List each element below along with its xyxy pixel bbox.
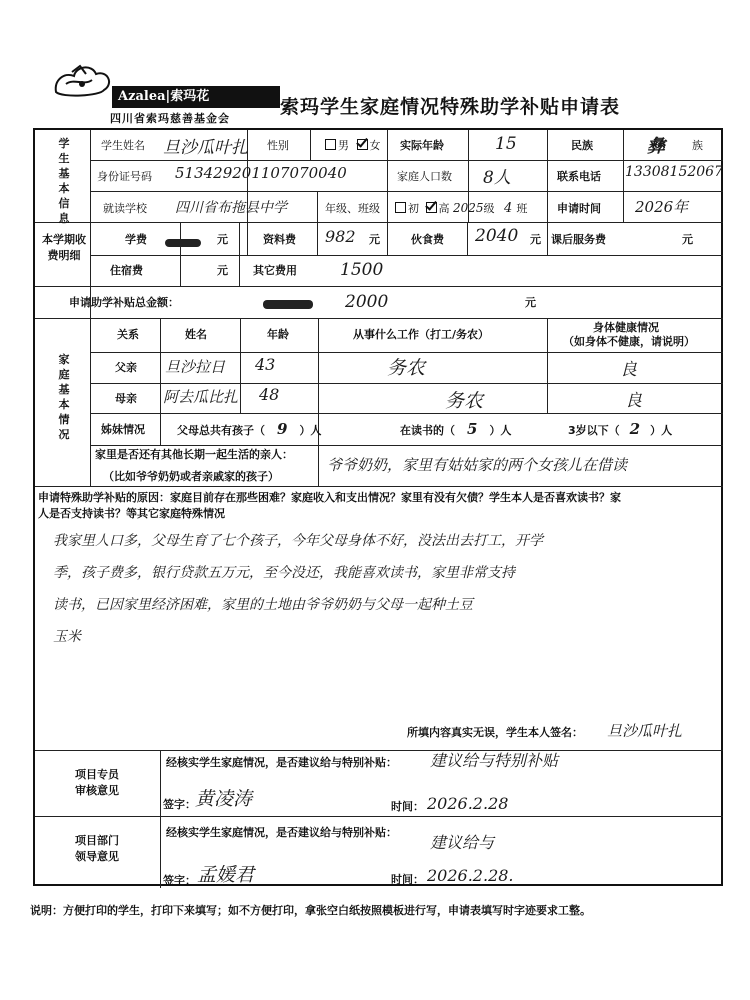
other-relatives-question: 家里是否还有其他长期一起生活的亲人： <box>95 448 293 461</box>
age-value: 15 <box>495 134 517 154</box>
materials-label: 资料费 <box>263 233 296 246</box>
age-label: 实际年龄 <box>400 139 444 152</box>
school-value: 四川省布拖县中学 <box>175 200 287 216</box>
siblings-total: 父母总共有孩子（ 9 ）人 <box>177 420 322 438</box>
id-label: 身份证号码 <box>97 170 152 183</box>
materials-unit: 元 <box>369 233 380 246</box>
staff-review-label: 项目专员 <box>75 768 119 781</box>
food-unit: 元 <box>530 233 541 246</box>
food-label: 伙食费 <box>411 233 444 246</box>
foundation-logo <box>52 62 232 125</box>
dept-time-label: 时间： <box>391 873 424 886</box>
gender-label: 性别 <box>267 139 289 152</box>
footnote: 说明：方便打印的学生，打印下来填写；如不方便打印，拿张空白纸按照模板进行写，申请表填写时字迹要求工整。 <box>30 904 591 917</box>
grade-year-value: 2025 <box>453 201 484 215</box>
family-section-label: 家庭基本情况 <box>58 353 70 441</box>
col-health-note: （如身体不健康，请说明） <box>563 335 695 348</box>
staff-time-label: 时间： <box>391 800 424 813</box>
phone-value: 13308152067 <box>625 164 723 180</box>
reason-text-line-2: 季，孩子费多，银行贷款五万元，至今没还，我能喜欢读书，家里非常支持 <box>53 565 515 581</box>
dept-review-opinion: 建议给与 <box>430 833 495 852</box>
mother-name: 阿去瓜比扎 <box>163 388 239 406</box>
mother-age: 48 <box>259 385 280 404</box>
mother-job: 务农 <box>445 390 484 412</box>
staff-time: 2026.2.28 <box>427 794 509 813</box>
dept-review-question: 经核实学生家庭情况，是否建议给与特别补贴： <box>166 826 397 839</box>
amount-label: 申请助学补贴总金额： <box>69 296 179 309</box>
col-age: 年龄 <box>267 328 289 341</box>
other-label: 其它费用 <box>253 264 297 277</box>
amount-unit: 元 <box>525 296 536 309</box>
declaration-label: 所填内容真实无误，学生本人签名： <box>407 726 583 739</box>
other-value: 1500 <box>340 260 384 280</box>
amount-value: 2000 <box>345 292 389 312</box>
staff-review-label-2: 审核意见 <box>75 784 119 797</box>
apply-time-value: 2026年 <box>635 198 689 216</box>
reason-text-line-1: 我家里人口多，父母生育了七个孩子，今年父母身体不好，没法出去打工，开学 <box>53 533 543 549</box>
logo-subtitle: 四川省索玛慈善基金会 <box>110 112 230 125</box>
id-number-value: 513429201107070040 <box>175 164 347 182</box>
ethnicity-label: 民族 <box>571 139 593 152</box>
after-school-unit: 元 <box>682 233 693 246</box>
mother-label: 母亲 <box>115 392 137 405</box>
siblings-school-value: 5 <box>467 420 478 438</box>
dept-signature: 孟媛君 <box>197 864 255 886</box>
student-section-label: 学生基本信息 <box>58 137 70 225</box>
reason-text-line-4: 玉米 <box>53 629 81 645</box>
tuition-label: 学费 <box>125 233 147 246</box>
col-job: 从事什么工作（打工/务农） <box>353 328 490 341</box>
col-relation: 关系 <box>117 328 139 341</box>
after-school-label: 课后服务费 <box>551 233 606 246</box>
grade-senior-checkbox[interactable] <box>426 202 437 213</box>
tuition-unit: 元 <box>217 233 228 246</box>
reason-text-line-3: 读书，已因家里经济困难，家里的土地由爷爷奶奶与父母一起种土豆 <box>53 597 473 613</box>
other-relatives-answer: 爷爷奶奶，家里有姑姑家的两个女孩儿在借读 <box>327 456 628 474</box>
siblings-under3: 3岁以下（ 2 ）人 <box>568 420 673 438</box>
food-value: 2040 <box>475 226 519 246</box>
family-size-value: 8人 <box>483 168 511 188</box>
mother-health: 良 <box>625 391 642 411</box>
fees-section-label: 本学期收费明细 <box>42 233 86 262</box>
staff-signature-label: 签字： <box>163 798 196 811</box>
school-label: 就读学校 <box>103 202 147 215</box>
col-name: 姓名 <box>185 328 207 341</box>
father-name: 旦沙拉日 <box>165 358 226 376</box>
gender-female-checkbox[interactable] <box>357 139 368 150</box>
siblings-total-value: 9 <box>277 420 288 438</box>
family-size-label: 家庭人口数 <box>397 170 452 183</box>
dept-review-label: 项目部门 <box>75 834 119 847</box>
gender-male-checkbox[interactable] <box>325 139 336 150</box>
father-health: 良 <box>620 360 637 380</box>
grade-junior-checkbox[interactable] <box>395 202 406 213</box>
grade-label: 年级、班级 <box>325 202 380 215</box>
siblings-in-school: 在读书的（ 5 ）人 <box>400 420 512 438</box>
reason-prompt: 申请特殊助学补贴的原因：家庭目前存在那些困难？家庭收入和支出情况？家里有没有欠债？学生本人是否喜欢读书？家 人是否支持读书？等其它家庭特殊情况 <box>38 491 621 520</box>
student-signature: 旦沙瓜叶扎 <box>607 722 683 740</box>
other-relatives-hint: （比如爷爷奶奶或者亲戚家的孩子） <box>103 470 279 483</box>
lodging-label: 住宿费 <box>110 264 143 277</box>
staff-signature: 黄凌涛 <box>195 788 253 810</box>
tuition-scribble <box>165 239 201 247</box>
lodging-unit: 元 <box>217 264 228 277</box>
father-age: 43 <box>255 355 276 374</box>
page-title: 索玛学生家庭情况特殊助学补贴申请表 <box>280 96 621 118</box>
ethnicity-suffix: 族 <box>692 139 703 152</box>
siblings-under3-value: 2 <box>629 420 641 438</box>
col-health: 身体健康情况 <box>593 321 659 334</box>
staff-review-question: 经核实学生家庭情况，是否建议给与特别补贴： <box>166 756 397 769</box>
staff-review-opinion: 建议给与特别补贴 <box>430 751 559 770</box>
phone-label: 联系电话 <box>557 170 601 183</box>
application-form <box>33 128 723 886</box>
siblings-label: 姊妹情况 <box>101 423 145 436</box>
grade-class-value: 4 <box>504 201 513 216</box>
materials-value: 982 <box>325 227 356 246</box>
father-label: 父亲 <box>115 361 137 374</box>
apply-time-label: 申请时间 <box>557 202 601 215</box>
amount-scribble <box>263 300 313 309</box>
gender-options: 男 女 <box>325 139 381 152</box>
name-label: 学生姓名 <box>101 139 145 152</box>
dept-review-label-2: 领导意见 <box>75 850 119 863</box>
father-job: 务农 <box>387 357 426 379</box>
dept-time: 2026.2.28. <box>427 866 514 885</box>
grade-options: 初 高 2025级 4 班 <box>395 202 527 215</box>
ethnicity-value: 彝 <box>647 136 665 157</box>
student-name-value: 旦沙瓜叶扎 <box>163 138 248 158</box>
dept-signature-label: 签字： <box>163 874 196 887</box>
logo-text: Azalea|索玛花 <box>112 86 280 108</box>
azalea-flower-icon <box>52 62 114 98</box>
